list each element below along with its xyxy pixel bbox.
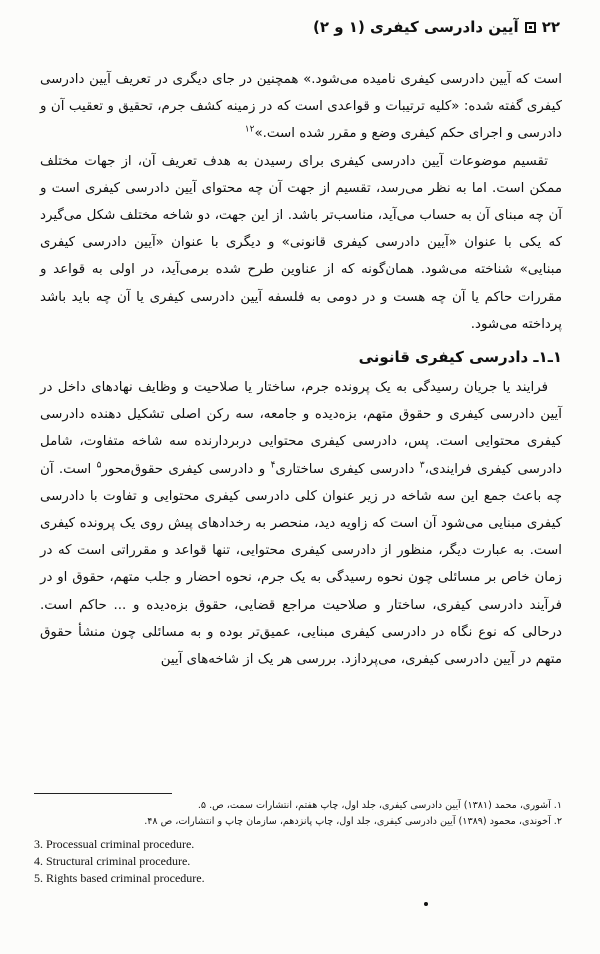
running-header xyxy=(313,18,560,36)
paragraph-2: تقسیم موضوعات آیین دادرسی کیفری برای رسیدن به هدف تعریف آن، از جهات مختلف ممکن است. اما به نظر می‌رسد، تقسیم از جهت آن چه محتوای آیین دادرسی کیفری است و آن چه مبنای آن به حساب می‌آید، مناسب‌تر باشد. از این جهت، دو شاخه مختلف شکل می‌گیرد که یکی با عنوان «آیین دادرسی کیفری قانونی» و دیگری با عنوان «آیین دادرسی کیفری مبنایی» شناخته می‌شود. همان‌گونه که از عناوین طرح شده برمی‌آید، در اولی به قواعد و مقررات حاکم یا آن چه هست و در دومی به فلسفه آیین دادرسی کیفری یا آن چه باید باشد پرداخته می‌شود. xyxy=(40,153,562,332)
footnote-4: 4. Structural criminal procedure. xyxy=(34,854,191,868)
footnote-3: 3. Processual criminal procedure. xyxy=(34,837,195,851)
footnote-ref-5[interactable]: ۵ xyxy=(96,460,102,471)
section-heading: ۱ـ۱ـ دادرسی کیفری قانونی xyxy=(358,348,562,367)
footnote-1: ۱. آشوری، محمد (۱۳۸۱) آیین دادرسی کیفری، جلد اول، چاپ هفتم، انتشارات سمت، ص. ۵. xyxy=(197,800,562,811)
footnote-2: ۲. آخوندی، محمود (۱۳۸۹) آیین دادرسی کیفری، جلد اول، چاپ پانزدهم، سازمان چاپ و انتشارات، ص ۴۸. xyxy=(144,816,562,827)
body-text xyxy=(40,66,562,673)
page-number: ۲۲ xyxy=(541,18,560,36)
footnote-ref-1[interactable]: ۱ xyxy=(244,124,250,135)
paragraph-3: فرایند یا جریان رسیدگی به یک پرونده جرم، ساختار یا صلاحیت و وظایف نهادهای داخل در آیین دادرسی کیفری و حقوق متهم، بزه‌دیده و جامعه، سه رکن اصلی تشکیل دهنده دادرسی کیفری محتوایی است. پس، دادرسی کیفری محتوایی دربردارنده سه شاخه متفاوت، شامل دادرسی کیفری فرایندی،$^۳$ دادرسی کیفری ساختاری$^۴$ و دادرسی کیفری حقوق‌محور$^۵$ است. آن چه باعث جمع این سه شاخه در زیر عنوان کلی دادرسی کیفری محتوایی و تفاوت با دادرسی کیفری مبنایی می‌شود آن است که زاویه دید، منحصر به رخدادهای پیش روی یک پرونده کیفری است. به عبارت دیگر، منظور از دادرسی کیفری محتوایی، تنها قواعد و مقرراتی است که در زمان خاص بر مسائلی چون نحوه رسیدگی به یک جرم، نحوه احضار و جلب متهم، حقوق او در فرآیند دادرسی کیفری، ساختار و صلاحیت مراجع قضایی، حقوق بزه‌دیده و ... حاکم است. درحالی که نوع نگاه در دادرسی کیفری مبنایی، عمیق‌تر بوده و به مسائلی چون منشأ حقوق متهم در آیین دادرسی کیفری، می‌پردازد. بررسی هر یک از شاخه‌های آیین xyxy=(40,380,563,668)
page-mark-dot xyxy=(424,902,428,906)
square-bullet-icon xyxy=(525,22,536,33)
footnote-ref-2[interactable]: ۲ xyxy=(249,124,255,135)
paragraph-1: است که آیین دادرسی کیفری نامیده می‌شود.» همچنین در جای دیگری در تعریف آیین دادرسی کیفری گفته شده: «کلیه ترتیبات و قواعدی است که در زمینه کشف جرم، تحقیق و تعقیب آن و دادرسی و اجرای حکم کیفری وضع و مقرر شده است.»$^{۱۲}$ xyxy=(40,72,562,142)
footnote-ref-4[interactable]: ۴ xyxy=(270,460,276,471)
book-title: آیین دادرسی کیفری (۱ و ۲) xyxy=(312,18,519,36)
footnote-ref-3[interactable]: ۳ xyxy=(419,460,425,471)
footnote-divider xyxy=(34,793,172,794)
footnote-5: 5. Rights based criminal procedure. xyxy=(34,871,205,885)
